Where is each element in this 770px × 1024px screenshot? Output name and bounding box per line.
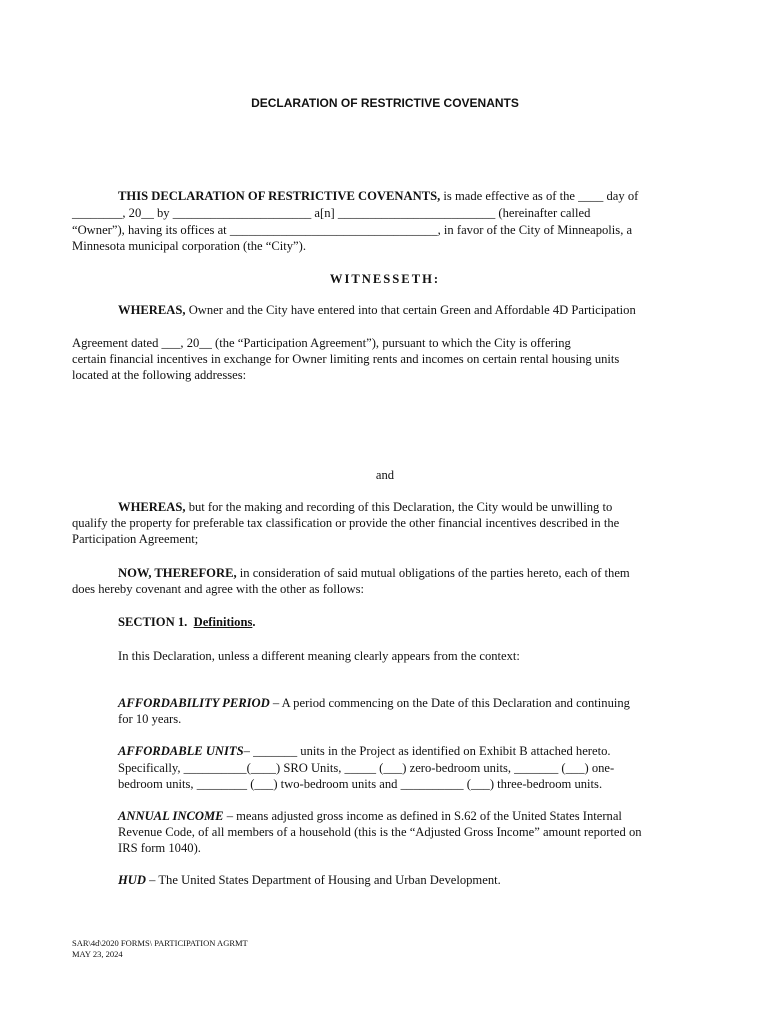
footer-path: SAR\4d\2020 FORMS\ PARTICIPATION AGRMT: [72, 938, 248, 948]
whereas2-line-1: [118, 499, 698, 515]
intro-line-4: Minnesota municipal corporation (the “City”).: [72, 239, 306, 253]
def-affordable-units-line-2: Specifically, __________(____) SRO Units, _____ (___) zero-bedroom units, _______ (___) one-: [118, 761, 615, 775]
whereas1-line-2: Agreement dated ___, 20__ (the “Participation Agreement”), pursuant to which the City is offering: [72, 336, 571, 350]
document-title: DECLARATION OF RESTRICTIVE COVENANTS: [251, 96, 519, 110]
intro-line-2: ________, 20__ by ______________________ a[n] _________________________ (hereinafter called: [72, 206, 591, 220]
def-annual-income-text: – means adjusted gross income as defined in S.62 of the United States Internal: [223, 809, 622, 823]
def-annual-income-line-2: Revenue Code, of all members of a household (this is the “Adjusted Gross Income” amount reported on: [118, 825, 642, 839]
def-affordability-period-line-2: for 10 years.: [118, 712, 182, 726]
def-annual-income-line-1: [118, 808, 698, 824]
now-therefore-lead: NOW, THEREFORE,: [118, 566, 237, 580]
whereas2-line-2: qualify the property for preferable tax classification or provide the other financial incentives described in the: [72, 516, 620, 530]
now-therefore-line-1: [118, 565, 698, 581]
def-annual-income-term: ANNUAL INCOME: [118, 809, 224, 823]
def-affordable-units-line-3: bedroom units, ________ (___) two-bedroom units and __________ (___) three-bedroom units.: [118, 777, 603, 791]
def-affordability-period-line-1: [118, 695, 698, 711]
witnesseth-heading: WITNESSETH:: [329, 272, 441, 286]
whereas2-line-3: Participation Agreement;: [72, 532, 199, 546]
whereas1-line-4: located at the following addresses:: [72, 368, 247, 382]
def-hud-text: – The United States Department of Housing and Urban Development.: [146, 873, 501, 887]
intro-line-1-rest: is made effective as of the ____ day of: [440, 189, 639, 203]
def-hud-line-1: [118, 872, 698, 888]
section-1-label: SECTION 1.: [118, 615, 188, 629]
section-1-heading: [118, 614, 698, 630]
def-affordable-units-term: AFFORDABLE UNITS: [118, 744, 244, 758]
whereas1-lead: WHEREAS,: [118, 303, 186, 317]
whereas1-line-3: certain financial incentives in exchange for Owner limiting rents and incomes on certain rental housing units: [72, 352, 620, 366]
section-1-title: Definitions: [193, 615, 253, 629]
intro-line-3: “Owner”), having its offices at _________________________________, in favor of the City of Minneapolis, a: [72, 223, 633, 237]
section-1-intro: In this Declaration, unless a different meaning clearly appears from the context:: [118, 649, 520, 663]
whereas1-line-1: [118, 302, 698, 318]
def-affordable-units-text: – _______ units in the Project as identified on Exhibit B attached hereto.: [243, 744, 611, 758]
whereas2-lead: WHEREAS,: [118, 500, 186, 514]
whereas2-line-1-rest: but for the making and recording of this Declaration, the City would be unwilling to: [185, 500, 613, 514]
def-affordability-period-term: AFFORDABILITY PERIOD: [118, 696, 270, 710]
intro-lead: THIS DECLARATION OF RESTRICTIVE COVENANTS,: [118, 189, 441, 203]
def-affordability-period-text: – A period commencing on the Date of this Declaration and continuing: [269, 696, 630, 710]
section-1-period: .: [252, 615, 256, 629]
now-therefore-line-1-rest: in consideration of said mutual obligations of the parties hereto, each of them: [236, 566, 630, 580]
now-therefore-line-2: does hereby covenant and agree with the other as follows:: [72, 582, 365, 596]
and-text: and: [375, 468, 395, 482]
footer-date: MAY 23, 2024: [72, 949, 123, 959]
def-affordable-units-line-1: [118, 743, 698, 759]
intro-line-1: [118, 188, 698, 204]
def-annual-income-line-3: IRS form 1040).: [118, 841, 201, 855]
def-hud-term: HUD: [118, 873, 146, 887]
whereas1-line-1-rest: Owner and the City have entered into that certain Green and Affordable 4D Participation: [185, 303, 636, 317]
